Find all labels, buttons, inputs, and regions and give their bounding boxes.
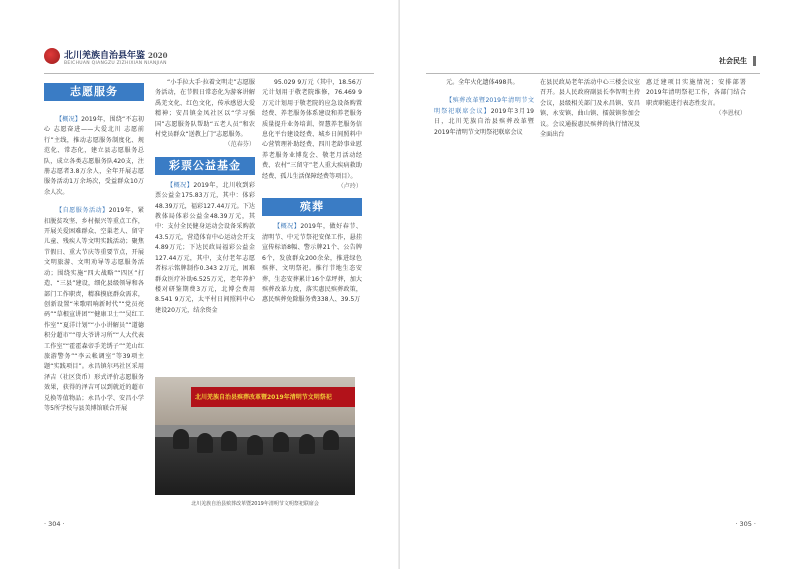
paragraph-funeral-reform-meeting: 【殡葬改革暨2019年清明节文明祭祀联席会议】2019年3月19日，北川羌族自治县殡葬改革暨2019年清明节文明祭祀联席会议 <box>434 97 535 136</box>
book-year: 2020 <box>148 51 168 60</box>
photo-caption: 北川羌族自治县殡葬改革暨2019年清明节文明祭祀联席会 <box>191 501 319 507</box>
column-4 <box>434 78 534 138</box>
running-section-tag: 社会民生 <box>719 56 756 66</box>
column-3 <box>262 78 362 306</box>
paragraph-volunteer-overview: 【概况】2019年，围绕“不忘初心 志愿奋进——大爱北川 志愿前行”主线，推动志愿服务制度化、规范化、常态化，建立县志愿服务总队，成立各类志愿服务队420支，注册志愿者3.8万余人，全年开展志愿服务活动1万余场次，受益群众10万余人次。 <box>44 116 144 196</box>
author-signature: （卢玲） <box>337 183 362 191</box>
header-rule <box>426 73 760 74</box>
author-signature: （范春芬） <box>224 141 255 149</box>
book-pinyin: BEICHUAN QIANGZU ZIZHIXIAN NIANJIAN <box>64 61 167 66</box>
section-title-funeral: 殡葬 <box>262 198 362 216</box>
paragraph-continued: 95.029 9万元（其中，18.56万元计划用于敬老院维修，76.469 9万元计划用于敬老院的应急设备购置经费、养老服务体系建设和养老服务质量提升业务培训、智慧养老服务信息化平台建设经费、城乡日间照料中心营管理补助经费、四川老龄事业慰养老服务业博览会、敬老月活动经费、农村“三留守”老人重大疾病救助经费、孤儿生活保障经费等项目）。 <box>262 79 362 180</box>
right-page <box>400 0 800 569</box>
section-title-lottery: 彩票公益基金 <box>155 157 255 175</box>
author-signature: （李恩权） <box>715 110 746 118</box>
book-title: 北川羌族自治县年鉴 2020 <box>64 51 168 61</box>
tag-overview: 【概况】 <box>274 223 301 231</box>
tag-meeting: 【殡葬改革暨2019年清明节文明祭祀联席会议】 <box>434 97 534 115</box>
column-6 <box>646 78 746 120</box>
paragraph-volunteer-activities: 【自愿服务活动】2019年，紧扣脱贫攻坚、乡村振兴等重点工作，开展关爱困难群众、空巢老人、留守儿童、残疾人等文明实践活动；聚焦节假日、重大节庆等重要节点，开展文明旅游、文明劝导等志愿服务活动；围绕实施“四大战略”“四区”打造、“三县”建设，细化县级领导和各部门工作职责，精准摸底群众需求，创新设置“米歌唱响新时代”“党员亮码”“草根宣讲团”“健康卫士”“吴红工作室”“夏洋计划”“小小讲解员”“道德积分超市”“母大爷讲习所”“人大代表工作室”“霍霍森帝手羌绣子”“羌山红旅游警务”“李云帐调室”等39项主题“实践项目”。永昌镇尔玛社区采用泽吉（社区货币）形式评价志愿服务效果，获得的泽吉可以到就近的超市兑换等值物品；永昌小学、安昌小学等5所学校与县美博馆联合开展 <box>44 207 144 412</box>
meeting-banner: 北川羌族自治县殡葬改革暨2019年清明节文明祭祀 <box>191 387 355 407</box>
paragraph-continued: 惠迁建项目实施情况；安排部署2019年清明祭祀工作，各部门结合职责职能进行表态性发言。 <box>646 79 746 107</box>
column-5 <box>540 78 640 140</box>
paragraph-continued: 元。全年火化遗体498具。 <box>446 79 519 86</box>
paragraph-continued: “小手拉大手·拉着文明走”志愿服务活动，在节假日常态化为游客讲解禹羌文化、红色文化，传承感恩大爱精神；安昌镇金凤社区以“学习强国”志愿服务队帮助“五老人员”和农村党员群众“送教上门”志愿服务。 <box>155 79 255 139</box>
section-title-volunteer: 志愿服务 <box>44 83 144 101</box>
tag-overview: 【概况】 <box>167 181 194 189</box>
column-1 <box>44 83 144 414</box>
tag-activities: 【自愿服务活动】 <box>56 207 109 215</box>
running-header <box>44 48 364 72</box>
meeting-photo <box>155 377 355 495</box>
paragraph-lottery-overview: 【概况】2019年，北川收到彩票公益金175.83万元，其中：体彩48.39万元，福彩127.44万元。下达教体局体彩公益金48.39万元，其中：支付全民健身运动会设备采购款43.5万元，营造体育中心运动会开支4.89万元；下达民政局福彩公益金127.44万元，其中，支付老年志愿者标示铭牌制作0.343 2万元，困难群众医疗补助6.525万元，老年养护楼对研鉴期费3万元，北博会费用8.541 9万元，太平村日间照料中心建设20万元，结余资金 <box>155 181 255 314</box>
header-rule <box>44 73 374 74</box>
page-number-right: · 305 · <box>735 520 756 528</box>
paragraph-continued: 在县民政局老年活动中心三楼会议室召开。县人民政府副县长李智明主持会议，县级相关部门及永昌镇、安昌镇、永安镇、曲山镇、擂鼓镇参加会议。会议通报惠民殡葬的执行情况及全面出台 <box>540 79 640 139</box>
column-2 <box>155 78 255 316</box>
paragraph-funeral-overview: 【概况】2019年，做好春节、清明节、中元节祭祀安保工作，悬挂宣传标语8幅、警示牌21个、公告牌6个，发放群众200余朵，推进绿色殡葬、文明祭祀。推行节地生态安葬，生态安葬累计16个草坪葬，加大殡葬改革力度，落实惠民殡葬政策，惠民殡葬免除服务费338人、39.5万 <box>262 223 362 304</box>
yearbook-logo-icon <box>44 48 60 64</box>
page-number-left: · 304 · <box>44 520 65 528</box>
tag-overview: 【概况】 <box>56 116 82 123</box>
